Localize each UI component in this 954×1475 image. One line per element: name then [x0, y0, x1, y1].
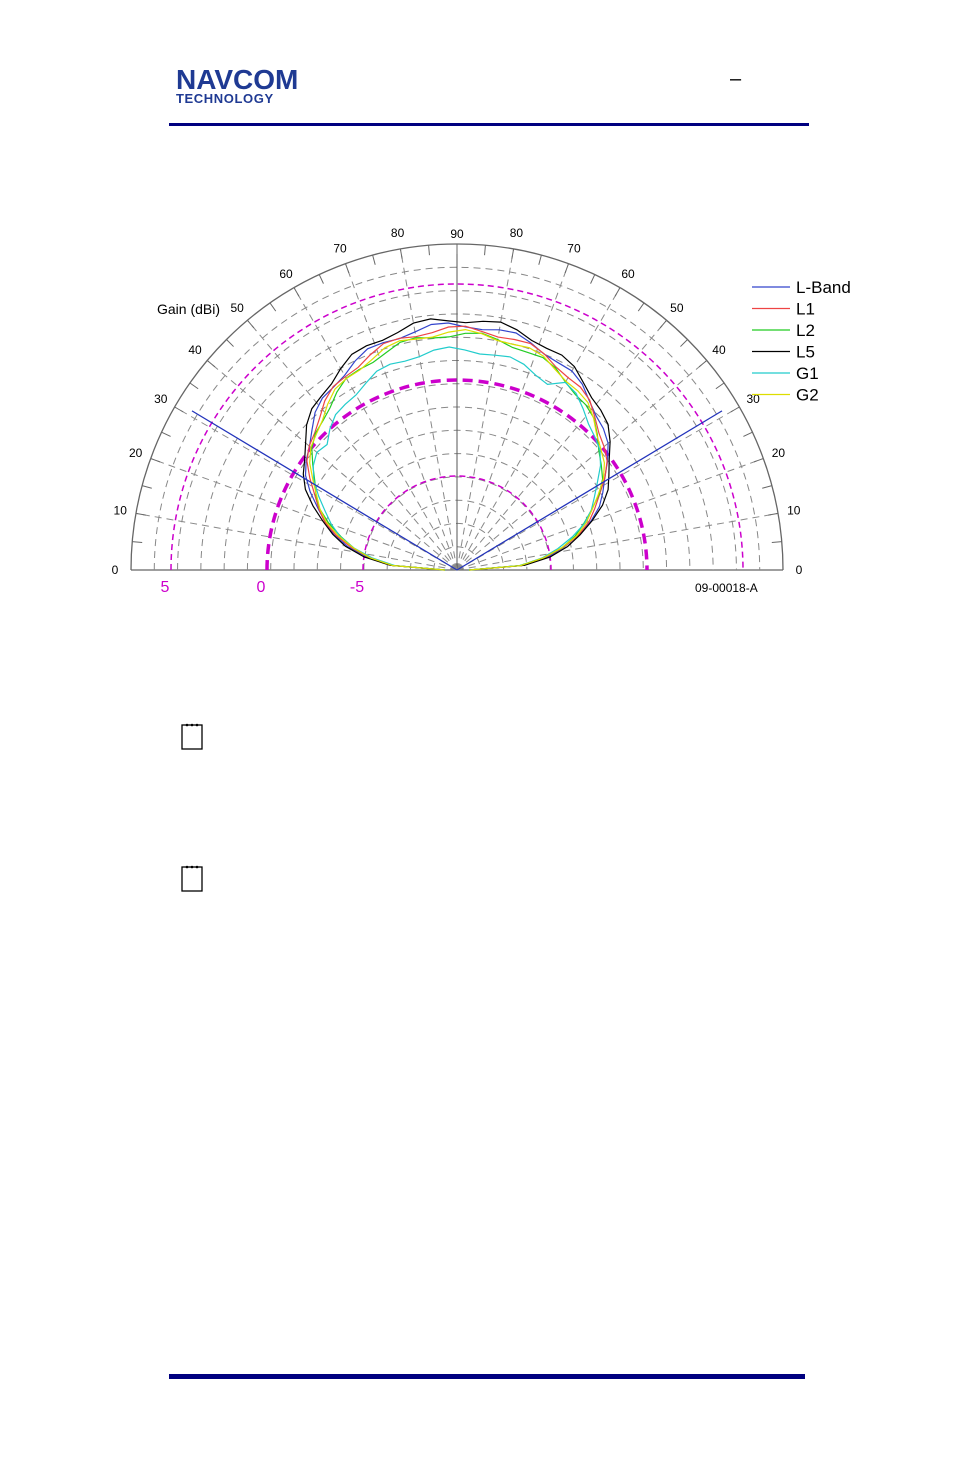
grid-tick — [731, 407, 740, 412]
angle-tick-label: 0 — [111, 563, 119, 577]
angle-tick-label: 0 — [795, 563, 803, 577]
angle-tick-label: 40 — [188, 343, 202, 358]
grid-spoke — [457, 360, 707, 570]
grid-tick — [591, 275, 595, 284]
notepad-icon — [181, 722, 203, 750]
grid-tick — [660, 320, 666, 328]
grid-tick — [151, 459, 160, 462]
grid-tick — [699, 360, 707, 366]
gain-tick-label: 5 — [160, 579, 170, 596]
grid-tick — [539, 255, 542, 265]
legend-label: L1 — [796, 299, 815, 319]
grid-tick — [565, 264, 568, 273]
angle-tick-label: 70 — [333, 241, 347, 256]
gain-tick-label: -5 — [349, 579, 365, 596]
angle-tick-label: 70 — [567, 241, 581, 256]
chart-legend — [752, 278, 851, 405]
grid-tick — [754, 459, 763, 462]
grid-spoke — [400, 249, 457, 570]
grid-tick — [247, 320, 253, 328]
grid-tick — [512, 249, 514, 259]
grid-tick — [680, 339, 687, 346]
grid-tick — [136, 513, 146, 515]
angle-tick-label: 60 — [279, 266, 293, 281]
grid-spoke — [457, 320, 667, 570]
legend-label: G1 — [796, 364, 819, 383]
grid-tick — [373, 255, 376, 265]
angle-tick-label: 30 — [746, 392, 760, 406]
angle-tick-label: 10 — [113, 503, 127, 518]
legend-label: L2 — [796, 321, 815, 340]
angle-tick-label: 20 — [128, 446, 143, 461]
angle-tick-label: 10 — [787, 503, 801, 518]
grid-spoke — [457, 459, 763, 570]
legend-label: L-Band — [796, 278, 851, 297]
angle-tick-label: 50 — [230, 301, 244, 316]
grid-tick — [429, 245, 430, 255]
angle-tick-label: 80 — [509, 226, 524, 241]
grid-tick — [762, 486, 772, 489]
grid-tick — [768, 513, 778, 515]
grid-spoke — [247, 320, 457, 570]
footer-rule — [169, 1374, 805, 1379]
grid-spoke — [457, 264, 568, 570]
grid-spoke — [457, 249, 514, 570]
grid-tick — [319, 275, 323, 284]
grid-tick — [132, 542, 142, 543]
grid-tick — [346, 264, 349, 273]
axis-title: Gain (dBi) — [157, 301, 221, 317]
grid-tick — [226, 339, 233, 346]
grid-tick — [190, 383, 198, 389]
grid-tick — [638, 303, 644, 311]
legend-label: G2 — [796, 385, 819, 405]
grid-tick — [270, 303, 276, 311]
angle-tick-label: 20 — [771, 446, 786, 461]
logo-subtitle: TECHNOLOGY — [176, 91, 274, 106]
grid-tick — [294, 288, 299, 297]
grid-tick — [207, 360, 215, 366]
grid-tick — [400, 249, 402, 259]
grid-spoke — [207, 360, 457, 570]
header-dash: – — [730, 68, 742, 90]
angle-tick-label: 30 — [154, 392, 168, 406]
grid-tick — [162, 432, 171, 436]
polar-grid — [128, 241, 783, 570]
grid-tick — [142, 486, 152, 489]
grid-tick — [175, 407, 184, 412]
angle-tick-label: 50 — [670, 301, 684, 316]
grid-spoke — [346, 264, 457, 570]
legend-label: L5 — [796, 342, 815, 362]
gain-tick-label: 0 — [256, 579, 266, 596]
angle-tick-label: 90 — [450, 227, 464, 241]
angle-tick-label: 80 — [390, 226, 405, 241]
grid-tick — [615, 288, 620, 297]
grid-tick — [743, 432, 752, 436]
grid-tick — [716, 383, 724, 389]
antenna-gain-chart — [0, 0, 954, 620]
grid-tick — [772, 542, 782, 543]
logo-wordmark: NAVCOM — [176, 64, 299, 95]
angle-tick-label: 40 — [712, 343, 726, 358]
angle-tick-label: 60 — [621, 266, 635, 281]
grid-tick — [485, 245, 486, 255]
figure-id: 09-00018-A — [695, 581, 758, 595]
notepad-icon — [181, 864, 203, 892]
